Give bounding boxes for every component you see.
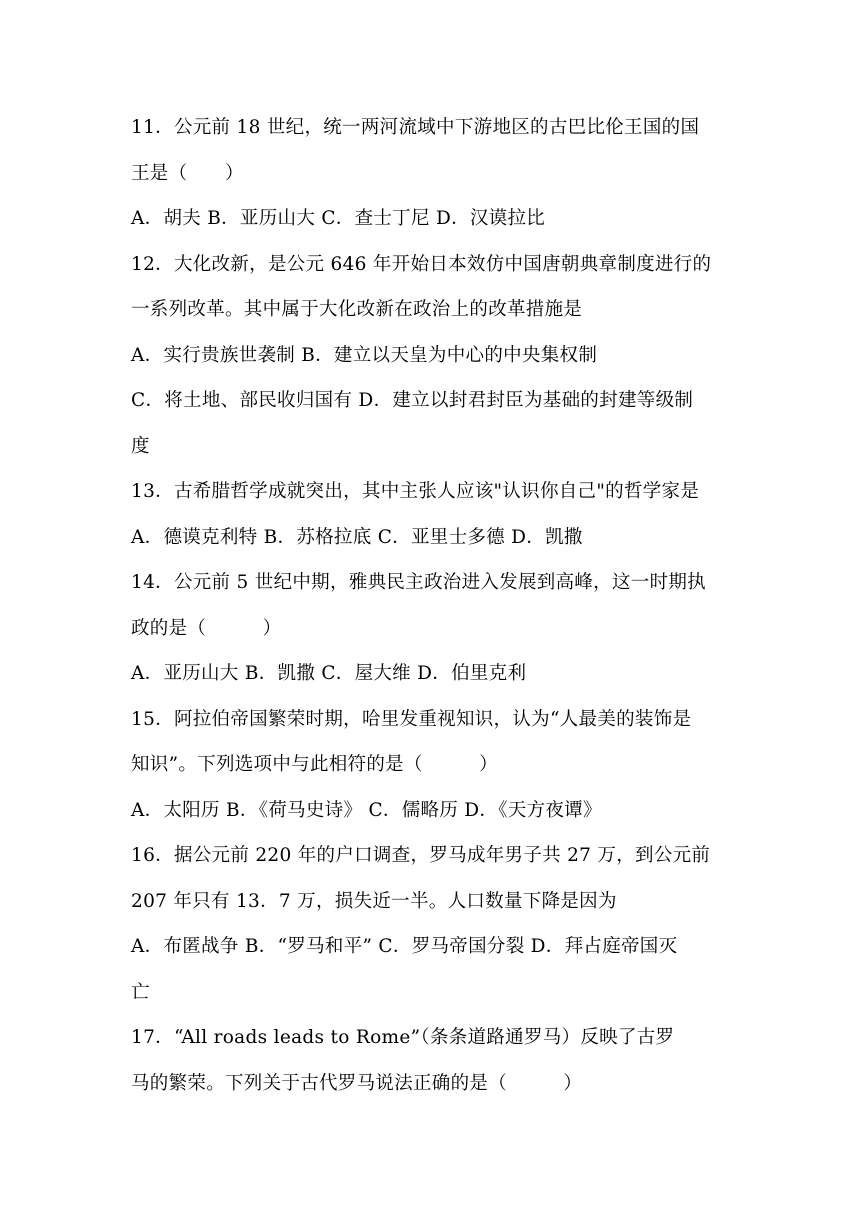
q14-line-2: 政的是（ ） xyxy=(131,617,282,639)
q17-line-1: 17．“All roads leads to Rome”（条条道路通罗马）反映了古罗 xyxy=(131,1027,675,1048)
q16-line-1: 16．据公元前 220 年的户口调查，罗马成年男子共 27 万，到公元前 xyxy=(131,845,711,866)
q13-line-1: 13．古希腊哲学成就突出，其中主张人应该"认识你自己"的哲学家是 xyxy=(131,481,700,502)
q12-options-ab: A．实行贵族世袭制 B．建立以天皇为中心的中央集权制 xyxy=(131,344,598,366)
q15-line-1: 15．阿拉伯帝国繁荣时期，哈里发重视知识，认为“人最美的装饰是 xyxy=(131,708,692,730)
q11-options: A．胡夫 B．亚历山大 C．查士丁尼 D．汉谟拉比 xyxy=(131,208,546,229)
q12-options-cd-cont: 度 xyxy=(131,435,150,457)
q16-options-cont: 亡 xyxy=(131,981,150,1003)
q11-line-2: 王是（ ） xyxy=(131,162,244,184)
q15-options: A．太阳历 B．《荷马史诗》 C．儒略历 D．《天方夜谭》 xyxy=(131,799,602,821)
q12-options-cd: C．将土地、部民收归国有 D．建立以封君封臣为基础的封建等级制 xyxy=(131,390,694,411)
q16-options: A．布匿战争 B．“罗马和平” C．罗马帝国分裂 D．拜占庭帝国灭 xyxy=(131,936,678,957)
q12-line-2: 一系列改革。其中属于大化改新在政治上的改革措施是 xyxy=(131,299,583,320)
q12-line-1: 12．大化改新，是公元 646 年开始日本效仿中国唐朝典章制度进行的 xyxy=(131,253,712,275)
q14-options: A．亚历山大 B．凯撒 C．屋大维 D．伯里克利 xyxy=(131,663,527,684)
document-page xyxy=(131,105,731,1106)
q16-line-2: 207 年只有 13．7 万，损失近一半。人口数量下降是因为 xyxy=(131,890,617,912)
q17-line-2: 马的繁荣。下列关于古代罗马说法正确的是（ ） xyxy=(131,1072,583,1094)
q13-options: A．德谟克利特 B．苏格拉底 C．亚里士多德 D．凯撒 xyxy=(131,526,583,548)
q14-line-1: 14．公元前 5 世纪中期，雅典民主政治进入发展到高峰，这一时期执 xyxy=(131,572,706,593)
q15-line-2: 知识”。下列选项中与此相符的是（ ） xyxy=(131,754,498,775)
q11-line-1: 11．公元前 18 世纪，统一两河流域中下游地区的古巴比伦王国的国 xyxy=(131,117,700,138)
